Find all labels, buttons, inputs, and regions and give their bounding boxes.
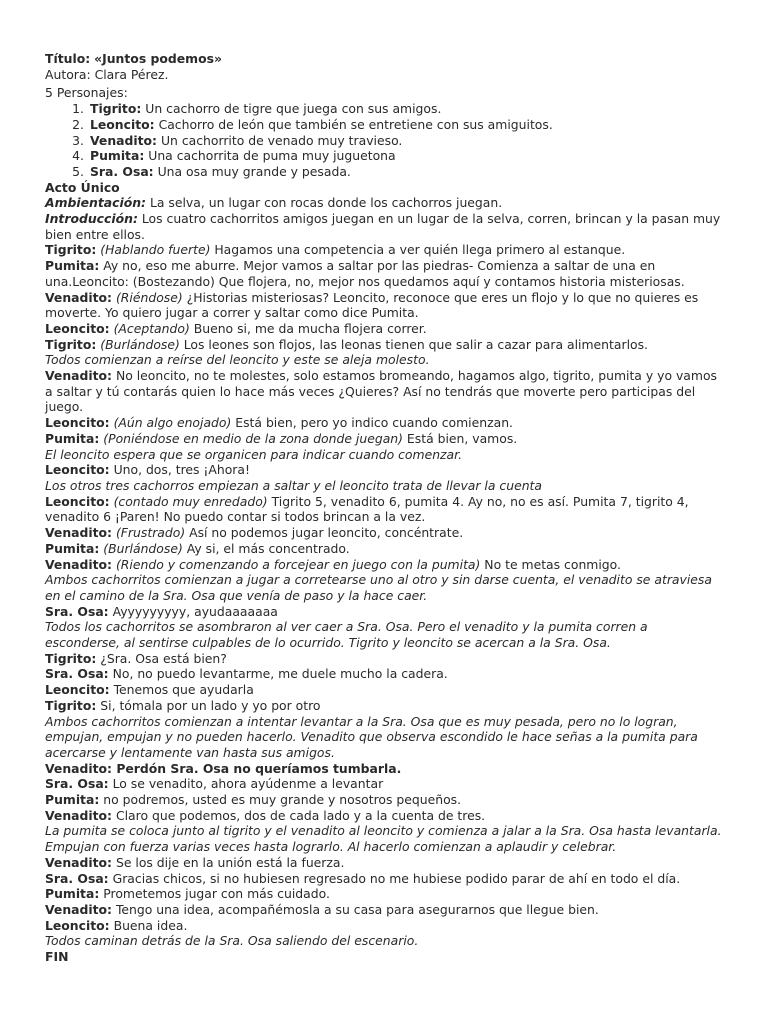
dialogue-line: [45, 604, 725, 620]
character-number: 5.: [72, 163, 84, 179]
character-item: [66, 148, 725, 164]
dialogue-text: Se los dije en la unión está la fuerza.: [112, 854, 345, 870]
dialogue-line: [45, 258, 725, 289]
dialogue-text: Ayyyyyyyyy, ayudaaaaaaa: [108, 603, 278, 619]
dialogue-line: [45, 918, 725, 934]
dialogue-text: Si, tómala por un lado y yo por otro: [96, 697, 321, 713]
stage-direction: El leoncito espera que se organicen para indicar cuando comenzar.: [45, 446, 463, 462]
dialogue-line: [45, 871, 725, 887]
character-number: 4.: [72, 148, 84, 164]
speaker-name: Sra. Osa:: [45, 870, 109, 886]
dialogue-line: [45, 337, 725, 353]
dialogue-text: No leoncito, no te molestes, solo estamos bromeando, hagamos algo, tigrito, pumita y yo vamos a saltar y tú contarás quien lo hace más veces ¿Quieres? Así no tendrás que moverte pero participas del juego.: [45, 368, 717, 415]
dialogue-line: [45, 242, 725, 258]
speaker-name: Sra. Osa:: [45, 666, 109, 682]
dialogue-text: Prometemos jugar con más cuidado.: [99, 886, 330, 902]
character-item: [66, 101, 725, 117]
character-name: Venadito:: [90, 132, 158, 148]
dialogue-line: [45, 431, 725, 447]
stage-aside: (Hablando fuerte): [100, 242, 211, 258]
speaker-name: Tigrito:: [45, 242, 97, 258]
speaker-name: Sra. Osa:: [45, 776, 109, 792]
intro-label: Introducción:: [45, 211, 138, 227]
stage-aside: (Aceptando): [113, 320, 190, 336]
stage-aside: (Riéndose): [115, 289, 183, 305]
intro-line: [45, 211, 725, 242]
dialogue-line: [45, 525, 725, 541]
character-name: Tigrito:: [90, 101, 142, 117]
dialogue-line: [45, 541, 725, 557]
dialogue-text: Ay no, eso me aburre. Mejor vamos a saltar por las piedras- Comienza a saltar de una en una.Leoncito: (Bostezando) Que flojera, no, mejor nos quedamos aquí y contamos historia misteriosas.: [45, 258, 685, 289]
dialogue-line: [45, 855, 725, 871]
dialogue-text: Bueno si, me da mucha flojera correr.: [189, 320, 427, 336]
dialogue-text: Tigrito 5, venadito 6, pumita 4. Ay no, no es así. Pumita 7, tigrito 4, venadito 6 ¡Paren! No puedo contar si todos brincan a la vez.: [45, 493, 689, 525]
character-name: Leoncito:: [90, 116, 155, 132]
title-prefix: Título:: [45, 51, 91, 66]
character-number: 2.: [72, 116, 84, 132]
end-marker: FIN: [45, 949, 69, 965]
character-description: Una cachorrita de puma muy juguetona: [144, 148, 396, 164]
character-description: Un cachorrito de venado muy travieso.: [157, 132, 403, 148]
character-item: [66, 164, 725, 180]
dialogue-line: [45, 290, 725, 321]
dialogue-text: Está bien, pero yo indico cuando comienzan.: [231, 415, 513, 431]
dialogue-line: [45, 776, 725, 792]
stage-direction: Todos caminan detrás de la Sra. Osa saliendo del escenario.: [45, 933, 419, 949]
stage-aside: (Riendo y comenzando a forcejear en juego con la pumita): [115, 556, 481, 572]
character-name: Sra. Osa:: [90, 163, 154, 179]
dialogue-line: [45, 682, 725, 698]
speaker-name: Venadito:: [45, 368, 113, 384]
stage-aside: (Aún algo enojado): [113, 415, 232, 431]
speaker-name: Pumita:: [45, 792, 100, 808]
stage-direction: Todos los cachorritos se asombraron al ver caer a Sra. Osa. Pero el venadito y la pumita corren a esconderse, al sentirse culpables de lo ocurrido. Tigrito y leoncito se acercan a la Sra. Osa.: [45, 619, 648, 651]
speaker-name: Tigrito:: [45, 650, 97, 666]
stage-direction: Los otros tres cachorros empiezan a saltar y el leoncito trata de llevar la cuenta: [45, 477, 542, 493]
dialogue-text: Claro que podemos, dos de cada lado y a la cuenta de tres.: [112, 807, 486, 823]
character-number: 1.: [72, 101, 84, 117]
dialogue-line: [45, 902, 725, 918]
speaker-name: Tigrito:: [45, 336, 97, 352]
dialogue-line: [45, 808, 725, 824]
speaker-name: Sra. Osa:: [45, 603, 109, 619]
stage-aside: (Burlándose): [103, 540, 183, 556]
dialogue-text: no podremos, usted es muy grande y nosotros pequeños.: [99, 792, 462, 808]
dialogue-text: Los leones son flojos, las leonas tienen que salir a cazar para alimentarlos.: [179, 336, 648, 352]
speaker-name: Venadito:: [45, 901, 113, 917]
document-title: [45, 51, 725, 67]
dialogue-line: [45, 415, 725, 431]
stage-direction: La pumita se coloca junto al tigrito y el venadito al leoncito y comienza a jalar a la Sra. Osa hasta levantarla. Empujan con fuerza varias veces hasta lograrlo. Al hacerlo comienzan a aplaudir y celebrar.: [45, 823, 722, 855]
character-item: [66, 117, 725, 133]
speaker-name: Venadito:: [45, 807, 113, 823]
dialogue-text: Ay si, el más concentrado.: [182, 540, 350, 556]
intro-text: Los cuatro cachorritos amigos juegan en un lugar de la selva, corren, brincan y la pasan muy bien entre ellos.: [45, 211, 721, 242]
dialogue-text: No te metas conmigo.: [480, 556, 621, 572]
speaker-name: Leoncito:: [45, 320, 110, 336]
stage-direction: Ambos cachorritos comienzan a intentar levantar a la Sra. Osa que es muy pesada, pero no lo logran, empujan, empujan y no pueden hacerlo. Venadito que observa escondido le hace señas a la pumita para acercarse y lentamente van hasta sus amigos.: [45, 713, 698, 760]
dialogue-text: Lo se venadito, ahora ayúdenme a levantar: [108, 776, 384, 792]
character-item: [66, 133, 725, 149]
dialogue-text: Está bien, vamos.: [402, 430, 518, 446]
stage-aside: (Frustrado): [115, 525, 186, 541]
speaker-name: Leoncito:: [45, 493, 110, 509]
dialogue-text: ¿Sra. Osa está bien?: [96, 650, 227, 666]
script-document: [45, 51, 725, 965]
setting-line: [45, 195, 725, 211]
dialogue-line: [45, 462, 725, 478]
dialogue-line: [45, 651, 725, 667]
title-name: «Juntos podemos»: [94, 51, 222, 66]
dialogue-text: ¿Historias misteriosas? Leoncito, reconoce que eres un flojo y lo que no quieres es moverte. Yo quiero jugar a correr y saltar como dice Pumita.: [45, 289, 699, 321]
character-name: Pumita:: [90, 148, 145, 164]
characters-heading: 5 Personajes:: [45, 85, 128, 101]
characters-list: [45, 101, 725, 180]
dialogue-text: Tenemos que ayudarla: [109, 682, 254, 698]
speaker-name: Venadito:: [45, 525, 113, 541]
speaker-name: Leoncito:: [45, 917, 110, 933]
speaker-name: Pumita:: [45, 258, 100, 274]
author-line: Autora: Clara Pérez.: [45, 66, 169, 82]
dialogue-line: [45, 557, 725, 573]
speaker-name: Venadito:: [45, 556, 113, 572]
stage-direction: Ambos cachorritos comienzan a jugar a corretearse uno al otro y sin darse cuenta, el venadito se atraviesa en el camino de la Sra. Osa que venía de paso y la hace caer.: [45, 572, 712, 603]
act-heading: Acto Único: [45, 179, 120, 195]
dialogue-line: [45, 368, 725, 415]
dialogue-line: [45, 494, 725, 525]
character-description: Cachorro de león que también se entretiene con sus amiguitos.: [154, 116, 553, 132]
stage-direction: Todos comienzan a reírse del leoncito y este se aleja molesto.: [45, 352, 430, 368]
character-description: Un cachorro de tigre que juega con sus amigos.: [141, 101, 442, 117]
speaker-name: Leoncito:: [45, 682, 110, 698]
dialogue-line: [45, 666, 725, 682]
speaker-name: Leoncito:: [45, 415, 110, 431]
speaker-name: Pumita:: [45, 540, 100, 556]
speaker-name: Pumita:: [45, 430, 100, 446]
dialogue-text: Tengo una idea, acompañémosla a su casa para asegurarnos que llegue bien.: [112, 901, 599, 917]
speaker-name: Venadito:: [45, 289, 113, 305]
dialogue: [45, 242, 725, 949]
dialogue-line: [45, 698, 725, 714]
dialogue-text: Uno, dos, tres ¡Ahora!: [109, 462, 250, 478]
dialogue-text: Buena idea.: [109, 917, 188, 933]
dialogue-text: Así no podemos jugar leoncito, concéntrate.: [185, 525, 464, 541]
character-number: 3.: [72, 132, 84, 148]
dialogue-line: [45, 886, 725, 902]
dialogue-line: Venadito: Perdón Sra. Osa no queríamos tumbarla.: [45, 760, 402, 776]
setting-label: Ambientación:: [45, 195, 147, 211]
stage-aside: (contado muy enredado): [113, 493, 268, 509]
speaker-name: Pumita:: [45, 886, 100, 902]
stage-aside: (Poniéndose en medio de la zona donde juegan): [103, 430, 403, 446]
dialogue-line: [45, 792, 725, 808]
speaker-name: Tigrito:: [45, 697, 97, 713]
speaker-name: Venadito:: [45, 854, 113, 870]
setting-text: La selva, un lugar con rocas donde los cachorros juegan.: [146, 195, 503, 211]
dialogue-line: [45, 321, 725, 337]
dialogue-text: Hagamos una competencia a ver quién llega primero al estanque.: [210, 242, 626, 258]
dialogue-text: No, no puedo levantarme, me duele mucho la cadera.: [108, 666, 448, 682]
character-description: Una osa muy grande y pesada.: [153, 163, 351, 179]
speaker-name: Leoncito:: [45, 462, 110, 478]
dialogue-text: Gracias chicos, si no hubiesen regresado no me hubiese podido parar de ahí en todo el día.: [108, 870, 681, 886]
stage-aside: (Burlándose): [100, 336, 180, 352]
